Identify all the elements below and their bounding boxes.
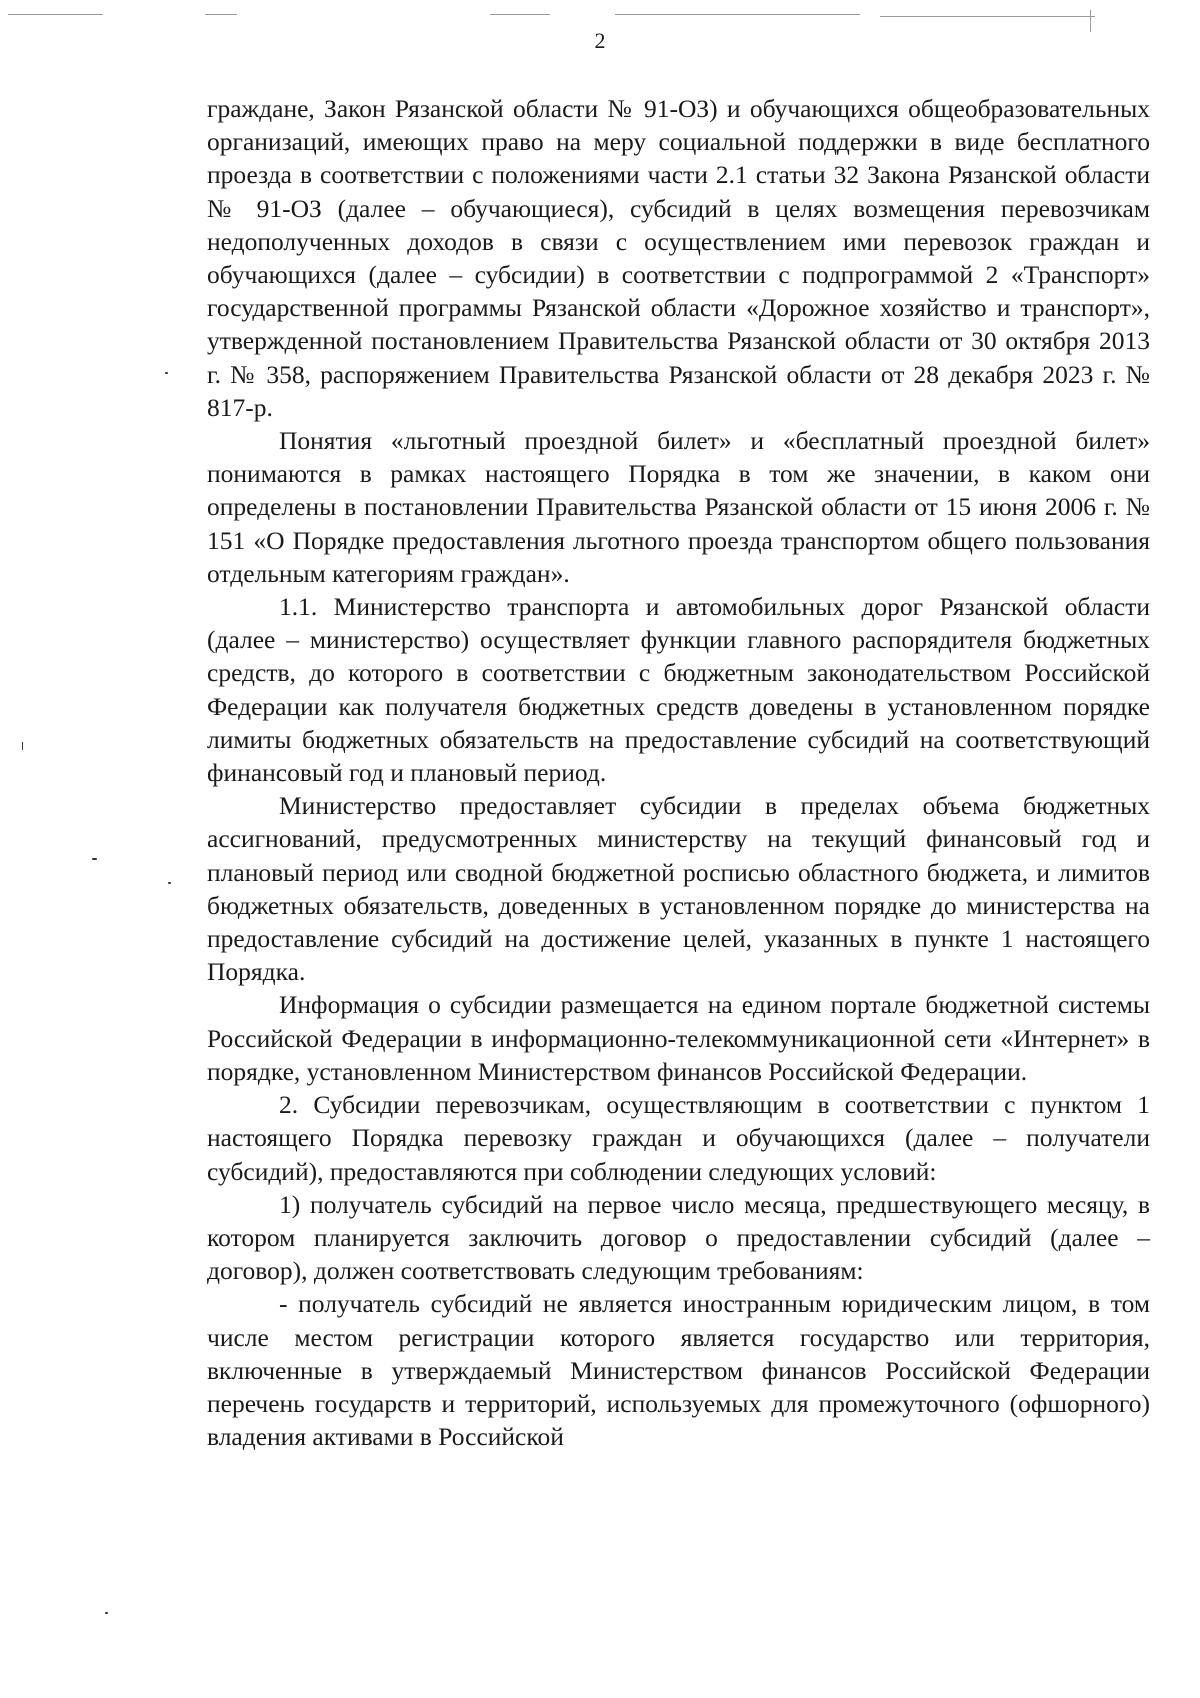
paragraph-continuation: граждане, Закон Рязанской области № 91-ОЗ) и обучающихся общеобразовательных организаций, имеющих право на меру социальной поддержки в виде бесплатного проезда в соответствии с положениями части 2.1 статьи 32 Закона Рязанской области № 91-ОЗ (далее – обучающиеся), субсидий в целях возмещения перевозчикам недополученных доходов в связи с осуществлением ими перевозок граждан и обучающихся (далее – субсидии) в соответствии с подпрограммой 2 «Транспорт» государственной программы Рязанской области «Дорожное хозяйство и транспорт», утвержденной постановлением Правительства Рязанской области от 30 октября 2013 г. № 358, распоряжением Правительства Рязанской области от 28 декабря 2023 г. № 817-р. — [207, 94, 1150, 422]
paragraph-requirement-not-foreign: - получатель субсидий не является иностранным юридическим лицом, в том числе местом регистрации которого является государство или территория, включенные в утверждаемый Министерством финансов Российской Федерации перечень государств и территорий, используемых для промежуточного (офшорного) владения активами в Российской — [207, 1289, 1150, 1452]
paragraph-2-1-requirements: 1) получатель субсидий на первое число месяца, предшествующего месяцу, в котором планируется заключить договор о предоставлении субсидий (далее – договор), должен соответствовать следующим требованиям: — [207, 1189, 1150, 1286]
paragraph-1-1-ministry: 1.1. Министерство транспорта и автомобильных дорог Рязанской области (далее – министерство) осуществляет функции главного распорядителя бюджетных средств, до которого в соответствии с бюджетным законодательством Российской Федерации как получателя бюджетных средств доведены в установленном порядке лимиты бюджетных обязательств на предоставление субсидий на соответствующий финансовый год и плановый период. — [207, 592, 1150, 788]
paragraph-budget-allocation: Министерство предоставляет субсидии в пределах объема бюджетных ассигнований, предусмотренных министерству на текущий финансовый год и плановый период или сводной бюджетной росписью областного бюджета, и лимитов бюджетных обязательств, доведенных в установленном порядке до министерства на предоставление субсидий на достижение целей, указанных в пункте 1 настоящего Порядка. — [207, 791, 1150, 987]
scan-edge-artifacts — [0, 10, 1200, 24]
scan-speck — [165, 372, 168, 374]
scan-speck — [92, 858, 97, 860]
scan-speck — [22, 742, 23, 750]
document-body — [207, 92, 1150, 1453]
paragraph-ticket-definitions: Понятия «льготный проездной билет» и «бесплатный проездной билет» понимаются в рамках настоящего Порядка в том же значении, в каком они определены в постановлении Правительства Рязанской области от 15 июня 2006 г. № 151 «О Порядке предоставления льготного проезда транспортом общего пользования отдельным категориям граждан». — [207, 426, 1150, 588]
scan-speck — [168, 882, 171, 884]
page-number: 2 — [594, 28, 606, 53]
scan-speck — [105, 1612, 108, 1614]
paragraph-2-conditions: 2. Субсидии перевозчикам, осуществляющим в соответствии с пунктом 1 настоящего Порядка перевозку граждан и обучающихся (далее – получатели субсидий), предоставляются при соблюдении следующих условий: — [207, 1090, 1150, 1186]
paragraph-subsidy-information: Информация о субсидии размещается на едином портале бюджетной системы Российской Федерации в информационно-телекоммуникационной сети «Интернет» в порядке, установленном Министерством финансов Российской Федерации. — [207, 990, 1150, 1086]
